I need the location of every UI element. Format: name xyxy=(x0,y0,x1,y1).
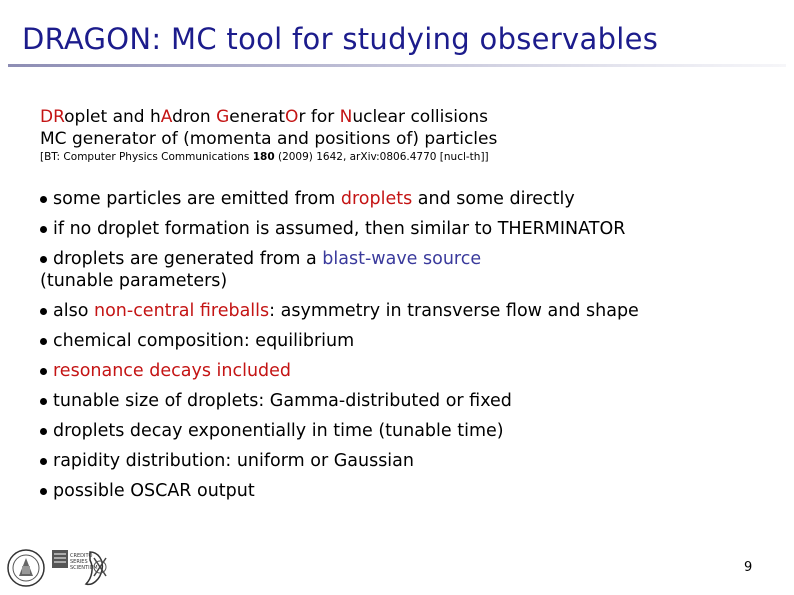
reference-prefix: [BT: Computer Physics Communications xyxy=(40,151,253,163)
bullet-dot-icon xyxy=(40,196,47,203)
bullet-text: : asymmetry in transverse flow and shape xyxy=(269,301,639,321)
acronym-letter: N xyxy=(339,107,353,127)
bullet-dot-icon xyxy=(40,338,47,345)
bullet-text: also xyxy=(53,301,94,321)
subtitle-text: dron xyxy=(172,107,217,127)
bullet-item xyxy=(40,480,639,502)
acronym-letter: DR xyxy=(40,107,65,127)
bullet-text: droplets decay exponentially in time (tunable time) xyxy=(53,421,504,441)
bullet-text: if no droplet formation is assumed, then similar to THERMINATOR xyxy=(53,219,626,239)
bullet-item xyxy=(40,248,639,292)
subtitle-text: uclear collisions xyxy=(352,107,488,127)
bullet-dot-icon xyxy=(40,488,47,495)
bullet-continuation: (tunable parameters) xyxy=(40,271,228,291)
reference-citation xyxy=(40,151,489,163)
page-number: 9 xyxy=(744,560,753,575)
reference-suffix: (2009) 1642, arXiv:0806.4770 [nucl-th]] xyxy=(274,151,489,163)
bullet-item xyxy=(40,390,639,412)
acronym-letter: G xyxy=(216,107,230,127)
bullet-item xyxy=(40,420,639,442)
bullet-highlight: non-central fireballs xyxy=(93,301,270,321)
bullet-dot-icon xyxy=(40,458,47,465)
bullet-highlight: blast-wave source xyxy=(322,249,482,269)
bullet-text: and some directly xyxy=(412,189,575,209)
bullet-item xyxy=(40,360,639,382)
bullet-text: some particles are emitted from xyxy=(53,189,341,209)
bullet-item xyxy=(40,450,639,472)
subtitle-text: oplet and h xyxy=(64,107,161,127)
title-divider xyxy=(8,64,786,67)
bullet-dot-icon xyxy=(40,398,47,405)
institution-logos xyxy=(6,546,122,594)
svg-text:SERIES: SERIES xyxy=(70,559,88,565)
bullet-dot-icon xyxy=(40,368,47,375)
subtitle-text: enerat xyxy=(229,107,286,127)
bullet-text: chemical composition: equilibrium xyxy=(53,331,355,351)
bullet-dot-icon xyxy=(40,226,47,233)
slide-title: DRAGON: MC tool for studying observables xyxy=(22,22,659,56)
acronym-letter: O xyxy=(285,107,299,127)
subtitle-text: r for xyxy=(298,107,340,127)
bullet-item xyxy=(40,188,639,210)
bullet-item xyxy=(40,218,639,240)
bullet-dot-icon xyxy=(40,308,47,315)
bullet-item xyxy=(40,300,639,322)
bullet-highlight: droplets xyxy=(340,189,413,209)
bullet-highlight: resonance decays included xyxy=(53,361,292,381)
bullet-text: rapidity distribution: uniform or Gaussian xyxy=(53,451,414,471)
subtitle-block xyxy=(40,106,497,150)
subtitle-acronym-line xyxy=(40,106,497,128)
bullet-dot-icon xyxy=(40,256,47,263)
svg-text:SCIENTIUM: SCIENTIUM xyxy=(70,565,98,571)
bullet-dot-icon xyxy=(40,428,47,435)
bullet-item xyxy=(40,330,639,352)
university-seal-logo xyxy=(6,546,122,590)
acronym-letter: A xyxy=(160,107,173,127)
bullet-text: tunable size of droplets: Gamma-distributed or fixed xyxy=(53,391,512,411)
bullet-list xyxy=(40,188,639,510)
bullet-text: possible OSCAR output xyxy=(53,481,255,501)
subtitle-description: MC generator of (momenta and positions of) particles xyxy=(40,129,498,149)
svg-text:CREDITO: CREDITO xyxy=(70,553,93,559)
reference-volume: 180 xyxy=(252,151,275,163)
bullet-text: droplets are generated from a xyxy=(53,249,323,269)
